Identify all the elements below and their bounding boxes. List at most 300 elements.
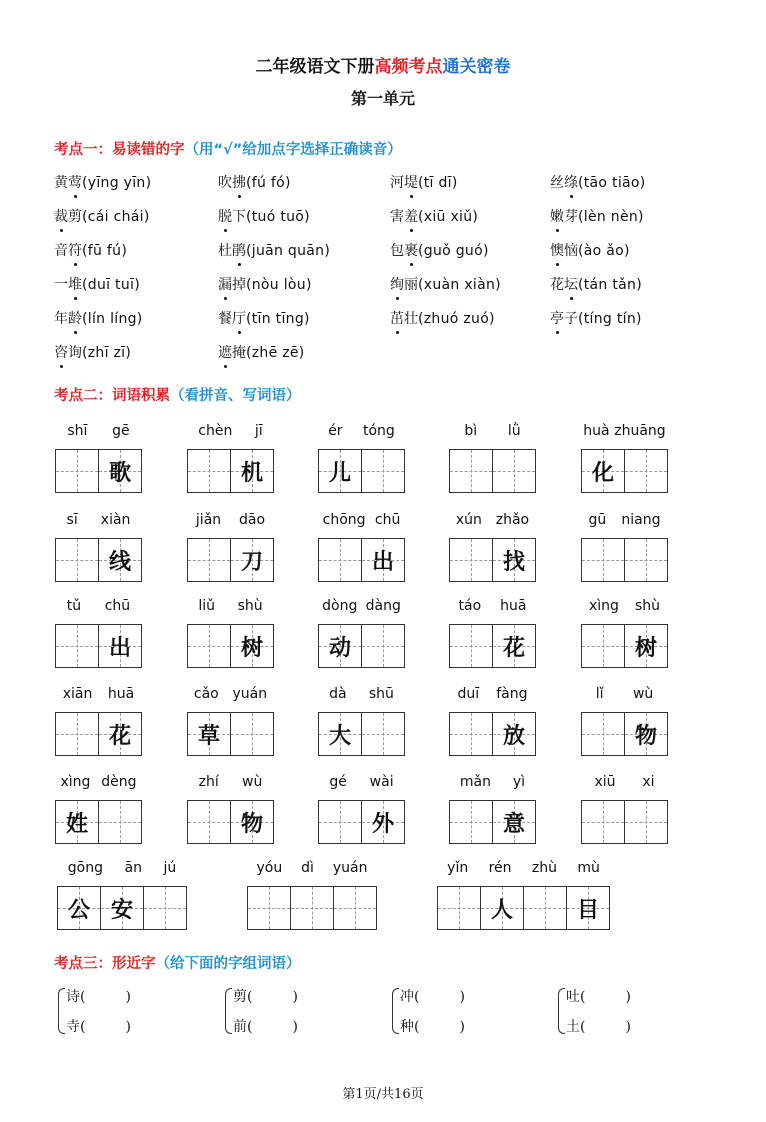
writing-box[interactable] xyxy=(361,624,405,668)
writing-box[interactable] xyxy=(437,886,481,930)
writing-box[interactable] xyxy=(449,712,493,756)
section-2-title: 考点二：词语积累 xyxy=(54,388,170,404)
writing-box[interactable] xyxy=(624,538,668,582)
writing-box[interactable] xyxy=(492,800,536,844)
similar-char-line: 土( ) xyxy=(566,1019,631,1035)
reading-char: 掉 xyxy=(232,277,246,293)
section-1-heading xyxy=(54,138,402,159)
word-pinyin xyxy=(581,686,668,702)
writing-boxes xyxy=(449,624,535,668)
section-2-heading xyxy=(54,384,301,405)
reading-item xyxy=(218,206,310,226)
box-char: 出 xyxy=(371,548,394,575)
similar-char-line: 寺( ) xyxy=(66,1019,131,1035)
writing-box[interactable] xyxy=(449,624,493,668)
reading-pinyin-options: (nòu lòu) xyxy=(246,277,312,293)
box-char xyxy=(248,887,290,929)
writing-box[interactable] xyxy=(230,712,274,756)
writing-box[interactable] xyxy=(230,449,274,493)
word-pinyin xyxy=(318,512,405,528)
reading-item xyxy=(550,240,630,260)
reading-char: 亭 xyxy=(550,308,564,328)
pinyin-syllable: mù xyxy=(577,860,600,876)
pinyin-syllable: jú xyxy=(163,860,177,876)
box-char xyxy=(625,801,667,843)
box-char: 花 xyxy=(108,722,131,749)
reading-item xyxy=(218,172,291,192)
box-char xyxy=(99,801,141,843)
reading-pinyin-options: (duī tuī) xyxy=(82,277,140,293)
box-char xyxy=(362,713,404,755)
reading-char: 餐 xyxy=(218,311,232,327)
box-char: 安 xyxy=(110,896,133,923)
writing-boxes xyxy=(449,449,535,493)
reading-item xyxy=(390,308,495,328)
reading-char: 羞 xyxy=(404,206,418,226)
box-char xyxy=(334,887,376,929)
reading-char: 吹 xyxy=(218,175,232,191)
similar-char-line: 吐( ) xyxy=(566,989,631,1005)
reading-pinyin-options: (xuàn xiàn) xyxy=(418,277,501,293)
reading-char: 下 xyxy=(232,209,246,225)
word-pinyin xyxy=(449,512,536,528)
reading-char: 茁 xyxy=(390,308,404,328)
word-item xyxy=(318,512,405,582)
pinyin-syllable: gē xyxy=(112,423,130,439)
word-pinyin xyxy=(187,686,274,702)
title-highlight-red: 高频考点 xyxy=(374,57,443,77)
pinyin-syllable: huā xyxy=(107,686,135,702)
word-item xyxy=(581,423,668,493)
reading-char: 堆 xyxy=(68,274,82,294)
pinyin-syllable: niang xyxy=(621,512,661,528)
writing-boxes xyxy=(55,712,141,756)
writing-box[interactable] xyxy=(247,886,291,930)
writing-boxes xyxy=(55,449,141,493)
writing-box[interactable] xyxy=(230,800,274,844)
reading-char: 拂 xyxy=(232,172,246,192)
reading-pinyin-options: (zhī zī) xyxy=(82,345,132,361)
writing-box[interactable] xyxy=(187,712,231,756)
box-char xyxy=(450,539,492,581)
writing-box[interactable] xyxy=(449,800,493,844)
reading-char: 懊 xyxy=(550,240,564,260)
word-pinyin xyxy=(449,598,536,614)
box-char xyxy=(188,450,230,492)
box-char xyxy=(188,801,230,843)
reading-item xyxy=(218,308,310,328)
word-pinyin xyxy=(449,423,536,439)
box-char: 意 xyxy=(502,810,525,837)
writing-box[interactable] xyxy=(187,449,231,493)
pinyin-syllable: liǔ xyxy=(198,598,215,614)
word-pinyin xyxy=(318,686,405,702)
section-1-desc: （用“√”给加点字选择正确读音） xyxy=(184,142,402,158)
reading-char: 询 xyxy=(68,345,82,361)
similar-char-line: 剪( ) xyxy=(233,989,298,1005)
box-char xyxy=(362,625,404,667)
box-char xyxy=(56,450,98,492)
writing-box[interactable] xyxy=(581,624,625,668)
pinyin-syllable: xìng xyxy=(60,774,91,790)
reading-char: 绦 xyxy=(564,172,578,192)
box-char: 出 xyxy=(108,634,131,661)
reading-char: 子 xyxy=(564,311,578,327)
box-char xyxy=(319,539,361,581)
word-item xyxy=(187,598,274,668)
reading-pinyin-options: (tuó tuō) xyxy=(246,209,310,225)
writing-boxes xyxy=(187,538,273,582)
pinyin-syllable: xún xyxy=(455,512,482,528)
writing-boxes xyxy=(247,886,376,930)
box-char: 机 xyxy=(240,459,263,486)
similar-char-line: 诗( ) xyxy=(66,989,131,1005)
writing-box[interactable] xyxy=(187,624,231,668)
similar-char-line: 冲( ) xyxy=(400,989,465,1005)
pinyin-syllable: zhí xyxy=(198,774,219,790)
section-3-heading xyxy=(54,952,301,973)
writing-box[interactable] xyxy=(55,538,99,582)
writing-box[interactable] xyxy=(492,624,536,668)
box-char xyxy=(582,625,624,667)
brace xyxy=(558,988,565,1034)
reading-item xyxy=(218,240,330,260)
box-char xyxy=(56,625,98,667)
pinyin-syllable: yǐn xyxy=(447,860,469,876)
writing-box[interactable] xyxy=(361,449,405,493)
writing-boxes xyxy=(437,886,609,930)
reading-char: 绚 xyxy=(390,274,404,294)
reading-pinyin-options: (yīng yīn) xyxy=(82,175,152,191)
writing-box[interactable] xyxy=(566,886,610,930)
box-char: 外 xyxy=(371,810,394,837)
writing-boxes xyxy=(581,800,667,844)
reading-char: 恼 xyxy=(564,243,578,259)
idiom-item xyxy=(57,860,187,930)
pinyin-syllable: zhù xyxy=(531,860,557,876)
title-highlight-blue: 通关密卷 xyxy=(442,57,511,77)
pinyin-syllable: yì xyxy=(512,774,526,790)
pinyin-syllable: huā xyxy=(500,598,527,614)
box-char: 姓 xyxy=(65,810,88,837)
box-char xyxy=(625,450,667,492)
reading-char: 裁 xyxy=(54,206,68,226)
writing-boxes xyxy=(581,624,667,668)
idiom-item xyxy=(247,860,377,930)
box-char: 花 xyxy=(502,634,525,661)
word-item xyxy=(449,774,536,844)
writing-box[interactable] xyxy=(100,886,144,930)
box-char xyxy=(582,713,624,755)
pinyin-syllable: yuán xyxy=(332,860,368,876)
writing-box[interactable] xyxy=(55,624,99,668)
word-item xyxy=(187,512,274,582)
writing-box[interactable] xyxy=(581,449,625,493)
writing-box[interactable] xyxy=(55,712,99,756)
pinyin-syllable: tǔ xyxy=(66,598,82,614)
reading-char: 黄 xyxy=(54,175,68,191)
reading-char: 剪 xyxy=(68,209,82,225)
word-pinyin xyxy=(318,598,405,614)
writing-box[interactable] xyxy=(480,886,524,930)
writing-box[interactable] xyxy=(187,538,231,582)
writing-box[interactable] xyxy=(230,624,274,668)
writing-box[interactable] xyxy=(55,449,99,493)
box-char xyxy=(438,887,480,929)
reading-item xyxy=(54,240,127,260)
brace xyxy=(225,988,232,1034)
writing-boxes xyxy=(581,712,667,756)
writing-box[interactable] xyxy=(98,449,142,493)
pinyin-syllable: bì xyxy=(464,423,478,439)
reading-char: 杜 xyxy=(218,243,232,259)
box-char xyxy=(625,539,667,581)
word-pinyin xyxy=(55,512,142,528)
reading-item xyxy=(390,240,489,260)
reading-pinyin-options: (fú fó) xyxy=(246,175,291,191)
pinyin-syllable: táo xyxy=(458,598,482,614)
box-char: 动 xyxy=(328,634,351,661)
writing-box[interactable] xyxy=(57,886,101,930)
word-item xyxy=(449,686,536,756)
reading-pinyin-options: (zhuó zuó) xyxy=(418,311,495,327)
box-char xyxy=(188,539,230,581)
reading-char: 一 xyxy=(54,277,68,293)
reading-char: 嫩 xyxy=(550,206,564,226)
pinyin-syllable: shù xyxy=(634,598,660,614)
pinyin-syllable: wù xyxy=(242,774,263,790)
writing-box[interactable] xyxy=(55,800,99,844)
box-char: 树 xyxy=(240,634,263,661)
box-char xyxy=(231,713,273,755)
box-char xyxy=(450,450,492,492)
pinyin-syllable: huà xyxy=(583,423,610,439)
pinyin-syllable: fàng xyxy=(496,686,528,702)
writing-box[interactable] xyxy=(98,800,142,844)
pinyin-syllable: yóu xyxy=(256,860,283,876)
writing-box[interactable] xyxy=(624,712,668,756)
box-char xyxy=(582,539,624,581)
writing-box[interactable] xyxy=(492,712,536,756)
reading-item xyxy=(218,274,312,294)
reading-pinyin-options: (tī dī) xyxy=(418,175,458,191)
writing-box[interactable] xyxy=(581,712,625,756)
pinyin-syllable: shù xyxy=(237,598,263,614)
similar-char-line: 前( ) xyxy=(233,1019,298,1035)
writing-boxes xyxy=(187,800,273,844)
writing-box[interactable] xyxy=(361,712,405,756)
reading-item xyxy=(54,206,150,226)
word-pinyin xyxy=(581,423,668,439)
pinyin-syllable: gū xyxy=(588,512,607,528)
word-pinyin xyxy=(449,686,536,702)
page-title xyxy=(0,52,766,77)
pinyin-syllable: jiǎn xyxy=(195,512,222,528)
reading-item xyxy=(390,274,501,294)
writing-box[interactable] xyxy=(318,800,362,844)
writing-boxes xyxy=(57,886,186,930)
page-footer: 第1页/共16页 xyxy=(342,1087,424,1102)
reading-char: 厅 xyxy=(232,308,246,328)
pinyin-syllable: lǜ xyxy=(507,423,521,439)
reading-char: 丽 xyxy=(404,277,418,293)
writing-box[interactable] xyxy=(361,800,405,844)
writing-box[interactable] xyxy=(449,538,493,582)
writing-boxes xyxy=(318,538,404,582)
pinyin-syllable: xi xyxy=(642,774,655,790)
word-item xyxy=(55,774,142,844)
writing-box[interactable] xyxy=(361,538,405,582)
writing-box[interactable] xyxy=(624,800,668,844)
reading-pinyin-options: (lèn nèn) xyxy=(578,209,644,225)
writing-box[interactable] xyxy=(492,449,536,493)
pinyin-syllable: jī xyxy=(254,423,263,439)
writing-box[interactable] xyxy=(318,449,362,493)
writing-box[interactable] xyxy=(318,538,362,582)
word-item xyxy=(318,598,405,668)
reading-char: 包 xyxy=(390,243,404,259)
word-pinyin xyxy=(187,774,274,790)
box-char xyxy=(319,801,361,843)
word-item xyxy=(449,423,536,493)
writing-box[interactable] xyxy=(230,538,274,582)
pinyin-syllable: cǎo xyxy=(193,686,219,702)
word-pinyin xyxy=(581,512,668,528)
word-item xyxy=(449,598,536,668)
writing-boxes xyxy=(318,624,404,668)
reading-char: 音 xyxy=(54,243,68,259)
pinyin-syllable: rén xyxy=(488,860,512,876)
writing-boxes xyxy=(449,712,535,756)
word-item xyxy=(318,423,405,493)
section-2-desc: （看拼音、写词语） xyxy=(170,388,301,404)
box-char: 刀 xyxy=(240,548,263,575)
word-pinyin xyxy=(55,423,142,439)
writing-box[interactable] xyxy=(624,449,668,493)
pinyin-syllable: dì xyxy=(301,860,314,876)
word-pinyin xyxy=(55,686,142,702)
reading-char: 脱 xyxy=(218,206,232,226)
box-char xyxy=(450,625,492,667)
pinyin-syllable: dàng xyxy=(365,598,401,614)
writing-box[interactable] xyxy=(581,800,625,844)
writing-boxes xyxy=(55,538,141,582)
writing-boxes xyxy=(187,449,273,493)
pinyin-syllable: mǎn xyxy=(459,774,492,790)
pinyin-syllable: chū xyxy=(104,598,131,614)
pinyin-syllable: xìng xyxy=(589,598,619,614)
box-char: 物 xyxy=(634,722,657,749)
reading-char: 芽 xyxy=(564,209,578,225)
reading-pinyin-options: (guǒ guó) xyxy=(418,243,489,259)
word-pinyin xyxy=(187,423,274,439)
pinyin-syllable: xiàn xyxy=(100,512,131,528)
pinyin-syllable: ān xyxy=(124,860,142,876)
writing-box[interactable] xyxy=(187,800,231,844)
pinyin-syllable: yuán xyxy=(232,686,268,702)
title-part: 二年级语文下册 xyxy=(255,57,375,77)
reading-item xyxy=(390,172,458,192)
section-1-title: 考点一：易读错的字 xyxy=(54,142,185,158)
box-char: 放 xyxy=(502,722,525,749)
writing-box[interactable] xyxy=(624,624,668,668)
word-item xyxy=(187,774,274,844)
writing-box[interactable] xyxy=(98,624,142,668)
reading-pinyin-options: (tāo tiāo) xyxy=(578,175,646,191)
word-item xyxy=(187,423,274,493)
writing-box[interactable] xyxy=(523,886,567,930)
pinyin-syllable: dèng xyxy=(101,774,137,790)
word-pinyin xyxy=(318,774,405,790)
pinyin-syllable: zhuāng xyxy=(614,423,666,439)
reading-char: 坛 xyxy=(564,274,578,294)
reading-char: 莺 xyxy=(68,172,82,192)
reading-char: 害 xyxy=(390,209,404,225)
word-item xyxy=(581,774,668,844)
pinyin-syllable: xiān xyxy=(62,686,93,702)
reading-char: 堤 xyxy=(404,172,418,192)
box-char: 公 xyxy=(67,896,90,923)
word-pinyin xyxy=(449,774,536,790)
pinyin-syllable: ér xyxy=(328,423,343,439)
writing-box[interactable] xyxy=(492,538,536,582)
box-char: 线 xyxy=(108,548,131,575)
reading-char: 龄 xyxy=(68,308,82,328)
word-item xyxy=(449,512,536,582)
box-char xyxy=(524,887,566,929)
writing-box[interactable] xyxy=(318,624,362,668)
box-char xyxy=(56,539,98,581)
pinyin-syllable: duī xyxy=(457,686,480,702)
box-char xyxy=(362,450,404,492)
pinyin-syllable: chū xyxy=(374,512,401,528)
writing-box[interactable] xyxy=(581,538,625,582)
box-char xyxy=(56,713,98,755)
reading-char: 符 xyxy=(68,240,82,260)
writing-box[interactable] xyxy=(143,886,187,930)
writing-box[interactable] xyxy=(449,449,493,493)
pinyin-syllable: wù xyxy=(632,686,654,702)
reading-pinyin-options: (lín líng) xyxy=(82,311,143,327)
word-item xyxy=(55,512,142,582)
reading-item xyxy=(54,172,151,192)
writing-box[interactable] xyxy=(333,886,377,930)
section-3-title: 考点三：形近字 xyxy=(54,956,156,972)
reading-pinyin-options: (ào ǎo) xyxy=(578,243,630,259)
word-item xyxy=(318,774,405,844)
pinyin-syllable: gé xyxy=(329,774,347,790)
reading-item xyxy=(54,274,140,294)
writing-boxes xyxy=(449,538,535,582)
writing-box[interactable] xyxy=(290,886,334,930)
box-char xyxy=(450,713,492,755)
reading-pinyin-options: (tīn tīng) xyxy=(246,311,310,327)
writing-boxes xyxy=(581,538,667,582)
reading-item xyxy=(550,172,646,192)
writing-box[interactable] xyxy=(98,538,142,582)
pinyin-syllable: dà xyxy=(329,686,347,702)
pinyin-syllable: wài xyxy=(369,774,394,790)
reading-item xyxy=(550,274,642,294)
writing-box[interactable] xyxy=(98,712,142,756)
box-char: 大 xyxy=(328,722,351,749)
writing-box[interactable] xyxy=(318,712,362,756)
word-item xyxy=(318,686,405,756)
pinyin-syllable: lǐ xyxy=(595,686,604,702)
reading-pinyin-options: (xiū xiǔ) xyxy=(418,209,479,225)
reading-pinyin-options: (fū fú) xyxy=(82,243,128,259)
box-char xyxy=(291,887,333,929)
